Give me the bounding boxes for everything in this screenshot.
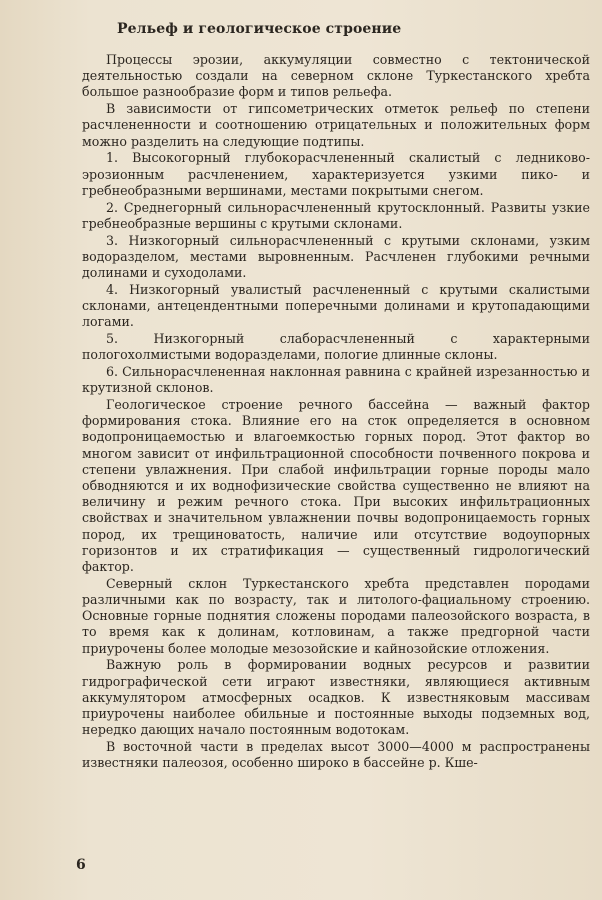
- paragraph: Северный склон Туркестанского хребта представлен породами различными как по возрасту, так и литолого-фациальному строению. Основные горные поднятия сложены породами палеозойского возраста, в то время как к долинам, котловинам, а также предгорной части приурочены более молодые мезозойские и кайнозойские отложения.: [82, 575, 590, 656]
- paragraph: В восточной части в пределах высот 3000—4000 м распространены известняки палеозоя, особенно широко в бассейне р. Кше-: [82, 739, 590, 771]
- list-item-paragraph: 3. Низкогорный сильнорасчлененный с крутыми склонами, узким водоразделом, местами выровненным. Расчленен глубокими речными долинами и суходолами.: [82, 232, 590, 281]
- list-item-paragraph: 1. Высокогорный глубокорасчлененный скалистый с ледниково-эрозионным расчленением, характеризуется узкими пико- и гребнеобразными вершинами, местами покрытыми снегом.: [82, 150, 590, 198]
- section-title: Рельеф и геологическое строение: [117, 21, 402, 37]
- paragraph: Важную роль в формировании водных ресурсов и развитии гидрографической сети играют известняки, являющиеся активным аккумулятором атмосферных осадков. К известняковым массивам приурочены наиболее обильные и постоянные выходы подземных вод, нередко дающих начало постоянным водотокам.: [82, 657, 590, 738]
- list-item-paragraph: 4. Низкогорный увалистый расчлененный с крутыми скалистыми склонами, антецендентными поперечными долинами и крутопадающими логами.: [82, 281, 590, 330]
- body-text: [82, 52, 590, 771]
- paragraph: Процессы эрозии, аккумуляции совместно с тектонической деятельностью создали на северном склоне Туркестанского хребта большое разнообразие форм и типов рельефа.: [82, 52, 590, 100]
- list-item-paragraph: 2. Среднегорный сильнорасчлененный крутосклонный. Развиты узкие гребнеобразные вершины с крутыми склонами.: [82, 199, 590, 231]
- paragraph: В зависимости от гипсометрических отметок рельеф по степени расчлененности и соотношению отрицательных и положительных форм можно разделить на следующие подтипы.: [82, 101, 590, 149]
- list-item-paragraph: 5. Низкогорный слаборасчлененный с характерными пологохолмистыми водоразделами, пологие длинные склоны.: [82, 331, 590, 363]
- list-item-paragraph: 6. Сильнорасчлененная наклонная равнина с крайней изрезанностью и крутизной склонов.: [82, 364, 590, 396]
- page-number: 6: [76, 857, 86, 873]
- paragraph: Геологическое строение речного бассейна — важный фактор формирования стока. Влияние его на сток определяется в основном водопроницаемостью и влагоемкостью горных пород. Этот фактор во многом зависит от инфильтрационной способности почвенного покрова и степени увлажнения. При слабой инфильтрации горные породы мало обводняются и их воднофизические свойства существенно не влияют на величину и режим речного стока. При высоких инфильтрационных свойствах и значительном увлажнении почвы водопроницаемость горных пород, их трещиноватость, наличие или отсутствие водоупорных горизонтов и их стратификация — существенный гидрологический фактор.: [82, 397, 590, 575]
